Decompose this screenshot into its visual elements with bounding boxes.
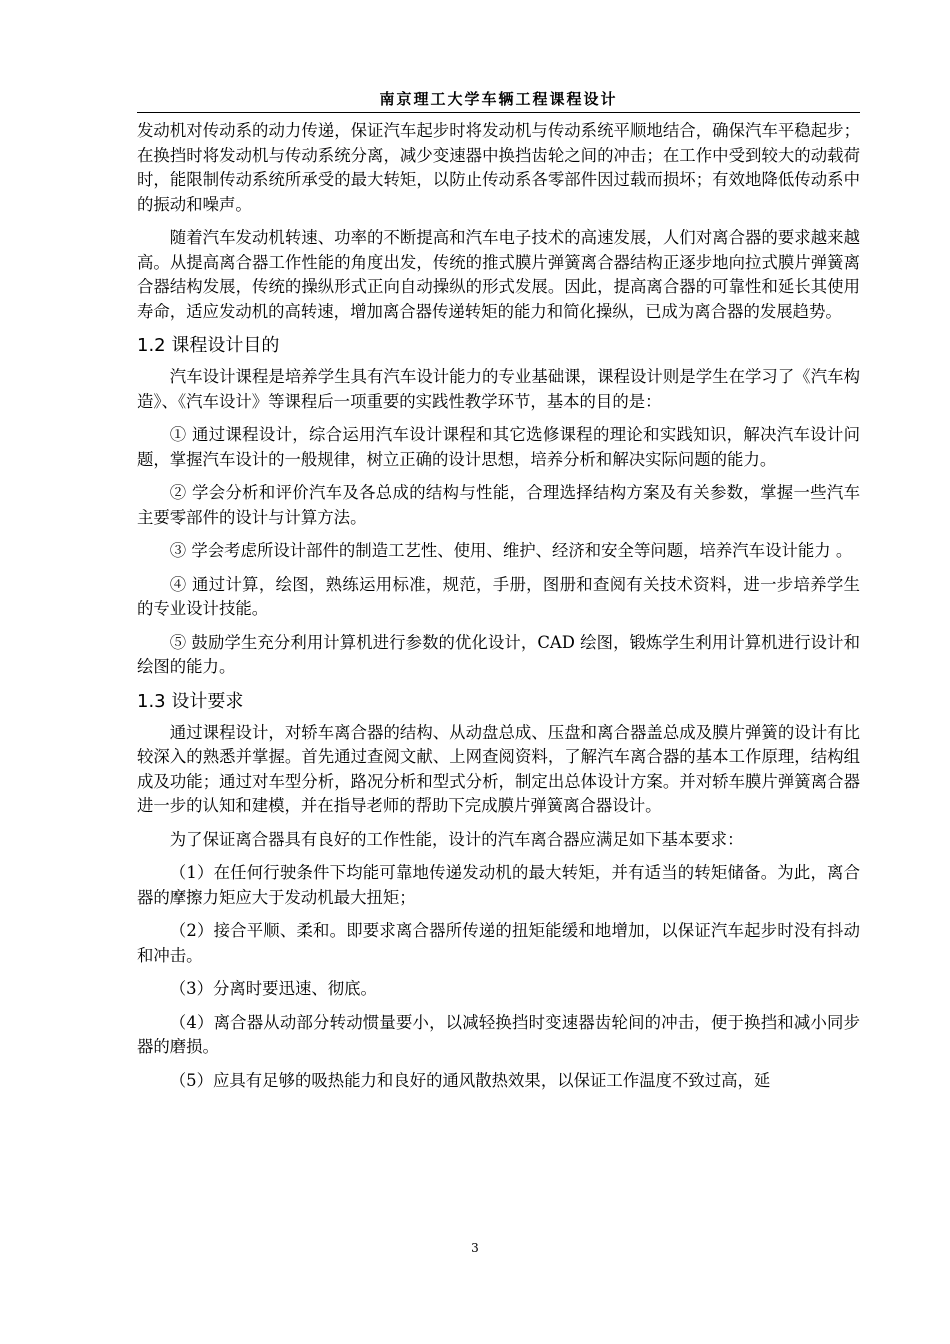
paragraph-intro-continued: 发动机对传动系的动力传递，保证汽车起步时将发动机与传动系统平顺地结合，确保汽车平稳起步；在换挡时将发动机与传动系统分离，减少变速器中换挡齿轮之间的冲击；在工作中受到较大的动载荷时，能限制传动系统所承受的最大转矩，以防止传动系各零部件因过载而损坏；有效地降低传动系中的振动和噪声。 — [137, 121, 860, 214]
section-heading-1-2: 1.2 课程设计目的 — [137, 335, 280, 356]
list-item-purpose-5: ⑤ 鼓励学生充分利用计算机进行参数的优化设计，CAD 绘图，锻炼学生利用计算机进行设计和绘图的能力。 — [137, 632, 860, 676]
list-item-requirement-4: （4）离合器从动部分转动惯量要小，以减轻换挡时变速器齿轮间的冲击，便于换挡和减小同步器的磨损。 — [137, 1012, 860, 1056]
page-number: 3 — [471, 1241, 479, 1255]
section-heading-1-3: 1.3 设计要求 — [137, 690, 244, 712]
running-header: 南京理工大学车辆工程课程设计 — [379, 90, 618, 108]
list-item-requirement-3: （3）分离时要迅速、彻底。 — [169, 979, 377, 998]
list-item-requirement-2: （2）接合平顺、柔和。即要求离合器所传递的扭矩能缓和地增加，以保证汽车起步时没有抖动和冲击。 — [137, 921, 860, 965]
paragraph-requirements-lead: 为了保证离合器具有良好的工作性能，设计的汽车离合器应满足如下基本要求： — [169, 829, 744, 849]
paragraph-development-trend: 随着汽车发动机转速、功率的不断提高和汽车电子技术的高速发展，人们对离合器的要求越来越高。从提高离合器工作性能的角度出发，传统的推式膜片弹簧离合器结构正逐步地向拉式膜片弹簧离合器结构发展，传统的操纵形式正向自动操纵的形式发展。因此，提高离合器的可靠性和延长其使用寿命，适应发动机的高转速，增加离合器传递转矩的能力和简化操纵，已成为离合器的发展趋势。 — [137, 228, 860, 321]
page-content — [137, 119, 860, 1102]
list-item-purpose-1: ① 通过课程设计，综合运用汽车设计课程和其它选修课程的理论和实践知识，解决汽车设计问题，掌握汽车设计的一般规律，树立正确的设计思想，培养分析和解决实际问题的能力。 — [137, 425, 860, 469]
list-item-requirement-5: （5）应具有足够的吸热能力和良好的通风散热效果，以保证工作温度不致过高，延 — [169, 1070, 771, 1090]
header-rule — [137, 112, 860, 113]
list-item-requirement-1: （1）在任何行驶条件下均能可靠地传递发动机的最大转矩，并有适当的转矩储备。为此，离合器的摩擦力矩应大于发动机最大扭矩； — [137, 863, 860, 907]
list-item-purpose-3: ③ 学会考虑所设计部件的制造工艺性、使用、维护、经济和安全等问题，培养汽车设计能力 。 — [169, 541, 853, 560]
paragraph-design-requirements: 通过课程设计，对轿车离合器的结构、从动盘总成、压盘和离合器盖总成及膜片弹簧的设计有比较深入的熟悉并掌握。首先通过查阅文献、上网查阅资料，了解汽车离合器的基本工作原理，结构组成及功能；通过对车型分析，路况分析和型式分析，制定出总体设计方案。并对轿车膜片弹簧离合器进一步的认知和建模，并在指导老师的帮助下完成膜片弹簧离合器设计。 — [137, 722, 860, 815]
list-item-purpose-2: ② 学会分析和评价汽车及各总成的结构与性能，合理选择结构方案及有关参数，掌握一些汽车主要零部件的设计与计算方法。 — [137, 483, 860, 527]
list-item-purpose-4: ④ 通过计算，绘图，熟练运用标准，规范，手册，图册和查阅有关技术资料，进一步培养学生的专业设计技能。 — [137, 574, 860, 618]
paragraph-course-purpose: 汽车设计课程是培养学生具有汽车设计能力的专业基础课，课程设计则是学生在学习了《汽车构造》、《汽车设计》等课程后一项重要的实践性教学环节，基本的目的是： — [137, 367, 860, 411]
